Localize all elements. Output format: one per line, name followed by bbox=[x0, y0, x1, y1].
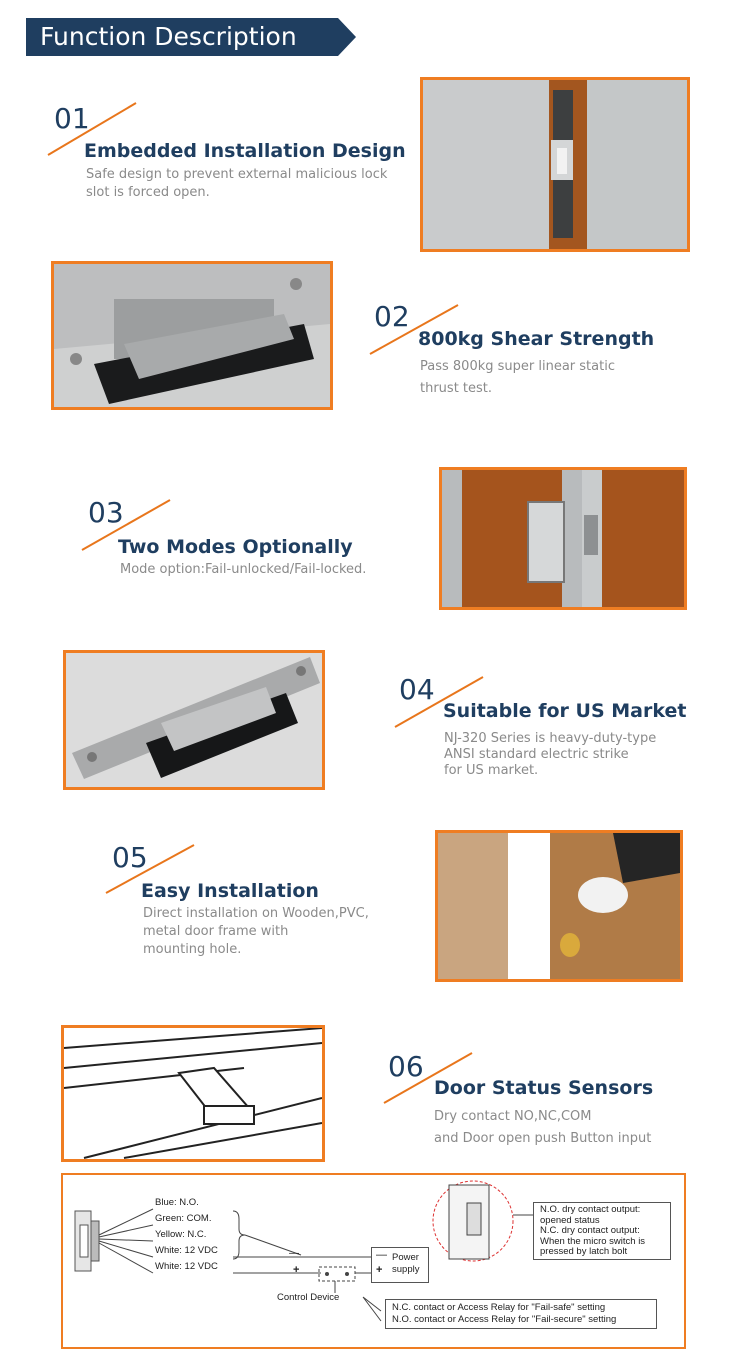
desc-line: and Door open push Button input bbox=[434, 1131, 652, 1146]
relay-notes-box bbox=[385, 1299, 657, 1329]
note-line: N.C. dry contact output: bbox=[540, 1225, 640, 1236]
wire-label: White: 12 VDC bbox=[155, 1261, 218, 1272]
strike-side-photo bbox=[63, 650, 325, 790]
section-banner bbox=[26, 18, 356, 56]
feature-description bbox=[420, 356, 615, 400]
power-supply-box: — + Power supply bbox=[371, 1247, 429, 1283]
plus-sign: + bbox=[293, 1264, 300, 1276]
note-line: opened status bbox=[540, 1214, 600, 1226]
desc-line: ANSI standard electric strike bbox=[444, 747, 629, 762]
feature-title: Easy Installation bbox=[141, 880, 319, 902]
feature-title: 800kg Shear Strength bbox=[418, 328, 655, 350]
feature-number: 02 bbox=[374, 300, 410, 333]
feature-description bbox=[120, 561, 366, 579]
strike-closeup-photo bbox=[51, 261, 333, 410]
feature-number: 04 bbox=[399, 673, 435, 706]
contact-notes-box bbox=[533, 1202, 671, 1260]
note-line: N.C. contact or Access Relay for "Fail-safe" setting bbox=[392, 1302, 606, 1313]
feature-number: 01 bbox=[54, 102, 90, 135]
wire-label: Yellow: N.C. bbox=[155, 1229, 207, 1240]
wire-label: Green: COM. bbox=[155, 1213, 212, 1224]
desc-line: thrust test. bbox=[420, 381, 493, 396]
feature-description bbox=[434, 1106, 651, 1150]
feature-number: 05 bbox=[112, 841, 148, 874]
two-modes-photo bbox=[439, 467, 687, 610]
minus-sign: — bbox=[289, 1248, 299, 1259]
note-line: N.O. dry contact output: bbox=[540, 1204, 641, 1215]
feature-number: 03 bbox=[88, 496, 124, 529]
note-line: N.O. contact or Access Relay for "Fail-secure" setting bbox=[392, 1314, 617, 1325]
page-title: Function Description bbox=[40, 22, 297, 51]
desc-line: metal door frame with bbox=[143, 924, 289, 939]
feature-description bbox=[86, 166, 387, 202]
desc-line: mounting hole. bbox=[143, 942, 242, 957]
desc-line: Mode option:Fail-unlocked/Fail-locked. bbox=[120, 562, 367, 577]
control-device-label: Control Device bbox=[277, 1292, 340, 1303]
sensor-drawing bbox=[61, 1025, 325, 1162]
supply-label: supply bbox=[392, 1264, 420, 1275]
desc-line: slot is forced open. bbox=[86, 185, 210, 200]
desc-line: for US market. bbox=[444, 763, 539, 778]
desc-line: Pass 800kg super linear static bbox=[420, 359, 615, 374]
feature-title: Two Modes Optionally bbox=[118, 536, 353, 558]
installation-photo bbox=[435, 830, 683, 982]
feature-title: Door Status Sensors bbox=[434, 1077, 654, 1099]
feature-title: Suitable for US Market bbox=[443, 700, 687, 722]
feature-number: 06 bbox=[388, 1050, 424, 1083]
wire-label: Blue: N.O. bbox=[155, 1197, 199, 1208]
desc-line: Dry contact NO,NC,COM bbox=[434, 1109, 592, 1124]
desc-line: Direct installation on Wooden,PVC, bbox=[143, 906, 369, 921]
door-embedded-photo bbox=[420, 77, 690, 252]
feature-description bbox=[444, 731, 656, 779]
desc-line: Safe design to prevent external malicious lock bbox=[86, 167, 388, 182]
wire-label: White: 12 VDC bbox=[155, 1245, 218, 1256]
feature-title: Embedded Installation Design bbox=[84, 140, 406, 162]
power-label: Power bbox=[392, 1252, 419, 1263]
wiring-diagram bbox=[61, 1173, 686, 1349]
note-line: pressed by latch bolt bbox=[540, 1246, 628, 1257]
desc-line: NJ-320 Series is heavy-duty-type bbox=[444, 731, 657, 746]
feature-description bbox=[143, 905, 369, 959]
note-line: When the micro switch is bbox=[540, 1235, 646, 1247]
